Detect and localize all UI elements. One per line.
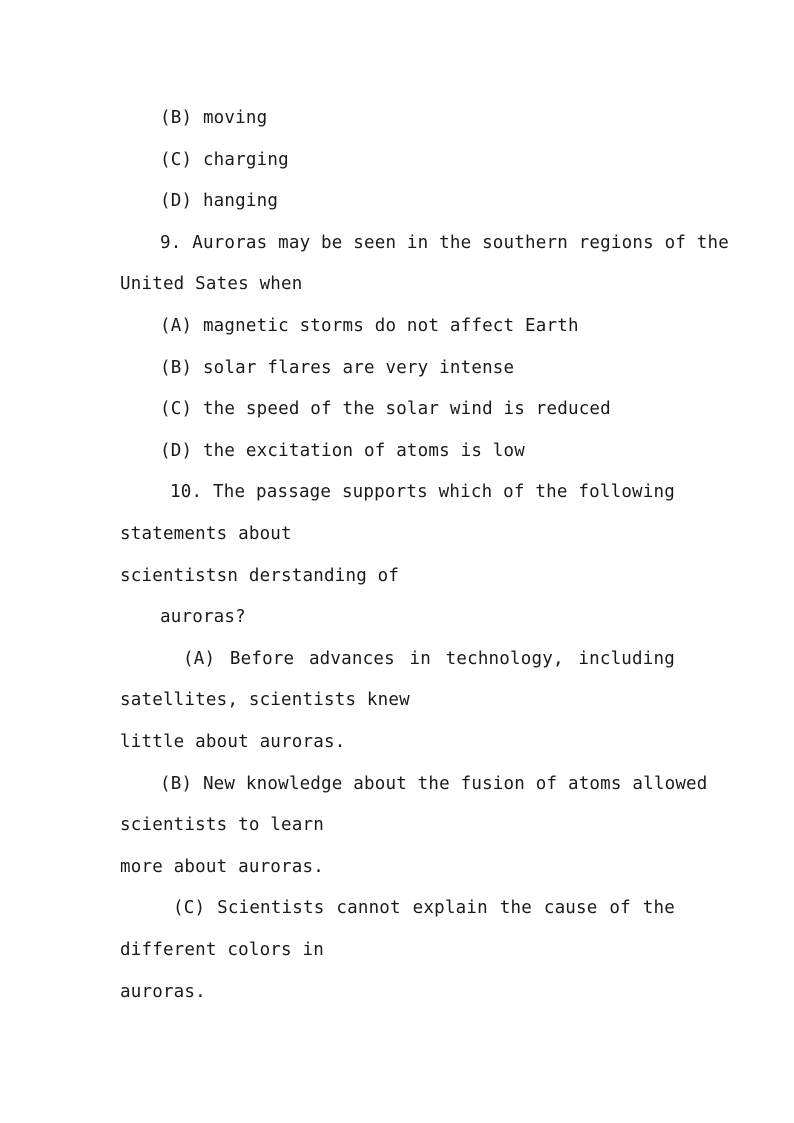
q8-option-c: (C) charging — [160, 150, 289, 170]
q10-option-b-line1: (B) New knowledge about the fusion of atoms allowed — [160, 774, 708, 794]
q10-stem-line1: 10. The passage supports which of the following — [170, 482, 675, 502]
q10-option-b-line3: more about auroras. — [120, 857, 324, 877]
q8-option-b: (B) moving — [160, 108, 268, 128]
q9-stem-line2: United Sates when — [120, 274, 303, 294]
q10-option-c-line1: (C) Scientists cannot explain the cause of the — [173, 898, 675, 918]
q10-option-c-line3: auroras. — [120, 982, 206, 1002]
q10-option-a-line1: (A) Before advances in technology, including — [183, 649, 675, 669]
q9-option-c: (C) the speed of the solar wind is reduced — [160, 399, 611, 419]
q10-stem-line2: statements about — [120, 524, 292, 544]
q9-stem-line1: 9. Auroras may be seen in the southern regions of the — [160, 233, 730, 253]
q10-option-a-line3: little about auroras. — [120, 732, 346, 752]
q10-option-c-line2: different colors in — [120, 940, 324, 960]
q10-stem-line3: scientistsn derstanding of — [120, 566, 400, 586]
q9-option-d: (D) the excitation of atoms is low — [160, 441, 526, 461]
q8-option-d: (D) hanging — [160, 191, 279, 211]
q10-stem-line4: auroras? — [160, 607, 246, 627]
q9-option-b: (B) solar flares are very intense — [160, 358, 515, 378]
q10-option-a-line2: satellites, scientists knew — [120, 690, 410, 710]
q10-option-b-line2: scientists to learn — [120, 815, 324, 835]
q9-option-a: (A) magnetic storms do not affect Earth — [160, 316, 579, 336]
